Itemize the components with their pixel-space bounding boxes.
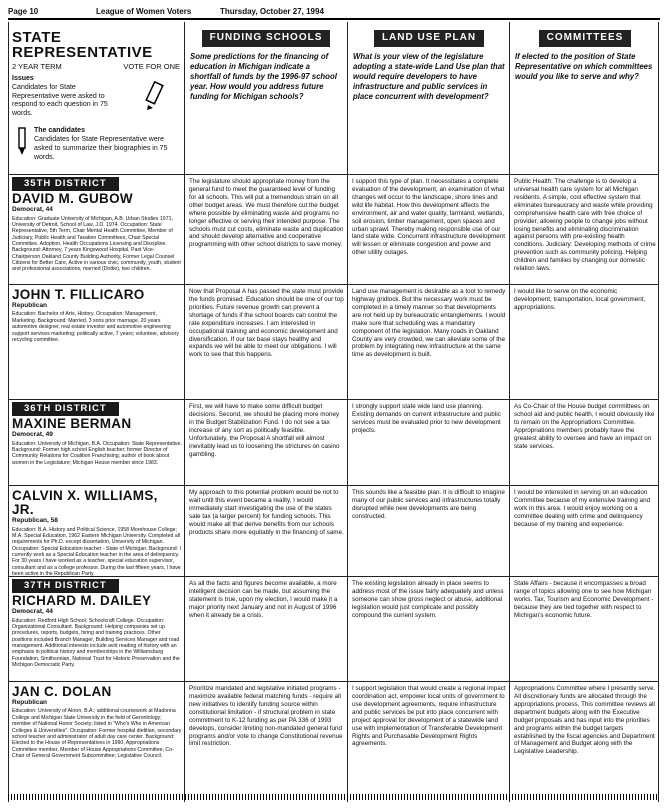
answer-funding: Prioritize mandated and legislative initiated programs - maximize available federal matching funds - require all new initiatives to identify funding source within constitutional limitation - if structural problem in state commitment to K-12 funding as per PA 336 of 1993 develops, consider limiting non-mandated general fund programs and/or vote to change Constitutional revenue limit restriction.: [189, 685, 343, 748]
candidates-text: Candidates for State Representative were asked to summarize their biographies in 75 words.: [34, 136, 168, 162]
intro-cell: [12, 30, 180, 172]
question-funding-schools: [190, 30, 342, 172]
row-rule: [8, 681, 658, 682]
header-rule: [8, 18, 660, 20]
candidate-bio: Education: University of Akron, B.A.; additional coursework at Madonna College and Michigan State University in the field of Gerontology; member of National Honor Society; listed in "Who's Who in American Colleges & Universities". Occupation: Former hospital dietitian, secondary school teacher and administrator of adult day care center. Background: Elected to the House of Representatives in 1990, Appropriations Committee member, Member of House Appropriations Committee; Co-Chair of General Government Subcommittee; Legislative Council.: [12, 708, 182, 759]
row-rule: [8, 284, 658, 285]
answer-land-use: I support legislation that would create a regional impact coordination act, empower local units of government to use development agreements, require infrastructure and public services be put into place concurrent with project approval for development of a statewide land use with implementation of Transferable Development Rights and Purchasable Development Rights agreements.: [352, 685, 506, 748]
candidate-name: CALVIN X. WILLIAMS, JR.: [12, 488, 158, 518]
district-label: 36TH DISTRICT: [12, 402, 119, 416]
answer-funding: Now that Proposal A has passed the state must provide the funds promised. Education should be one of our top priorities. Future revenue growth can prevent a shortage of funds if the school boards can control the rate expenditure increases. I am interested in occupational training and economic development and diversification. If our tax base stays healthy and expands we will be able to meet our obligations. I will work to see that this happens.: [189, 288, 344, 359]
candidate-party: Republican: [12, 699, 48, 707]
column-header: LAND USE PLAN: [374, 30, 484, 47]
candidate-bio-cell: [12, 402, 182, 483]
candidate-party: Republican: [12, 302, 48, 310]
answer-land-use: This sounds like a feasible plan. It is difficult to imagine many of our public services and infrastructures totally disrupted while new developments are being constructed.: [352, 489, 505, 520]
grid-rule: [509, 22, 510, 802]
grid-rule: [347, 22, 348, 802]
organization-name: League of Women Voters: [96, 7, 192, 16]
issues-block: [12, 75, 180, 120]
candidates-block: [12, 127, 180, 163]
answer-committees: Appropriations Committee where I presently serve. All discretionary funds are allocated through the appropriations process. This committee reviews all department budgets along with the Executive budget proposals and has input into the priorities and programs within the budget targets established by the fiscal agencies and Department of Management and Budget along with the Legislative Leadership.: [514, 685, 656, 756]
candidate-name: JAN C. DOLAN: [12, 684, 112, 699]
candidate-bio-cell: [12, 488, 182, 578]
candidate-party: Democrat, 44: [12, 206, 53, 214]
candidate-bio: Education: Graduate University of Michigan, A.B. Urban Studies 1971, University of Detroit, School of Law, J.D. 1974. Occupation: State Representative, 5th Term, Chair Mental Health Committee, Member of Judiciary, Public Health and Taxation Committees, Chair Special Committee. Adoption, Health Occupations Licensing and Discipline. Background: Attorney, 7 years Kingswood Hospital, Past Vice-Chairperson Oakland County Building Authority, Former Legal Counsel Citizens for Better Care, Active in various civic, community, youth, student and professional associations, married (Dottie), two children.: [12, 215, 181, 273]
candidate-grid: [8, 22, 658, 802]
grid-rule: [184, 22, 185, 802]
row-rule: [8, 174, 658, 175]
vote-instruction: VOTE FOR ONE: [123, 62, 180, 71]
row-rule: [8, 485, 658, 486]
answer-committees: I would be interested in serving on an education Committee because of my extensive training and work in this area. I would enjoy working on a committee dealing with crime and delinquency because of my training and experience.: [514, 489, 651, 528]
answer-funding: The legislature should appropriate money from the general fund to meet the guaranteed level of funding for all schools. This will put a tremendous strain on all other budget areas. We must therefore cut the budget where possible by eliminating waste and programs no longer effective or serving their intended purpose. The schools must cut costs, eliminate waste and duplication and should develop alternative and cooperative programming with other school districts to save money.: [189, 178, 344, 249]
candidate-bio: Education: University of Michigan, B.A. Occupation: State Representative. Background: Former high school English teacher; former Director of Community Relations for Coalition Franchising; author of book about women in the Legislature; Michigan House member since 1983.: [12, 440, 182, 466]
candidates-heading: The candidates: [34, 127, 85, 135]
grid-rule: [8, 22, 9, 802]
answer-committees: I would like to serve on the economic development, transportation, local government, appropriations.: [514, 288, 646, 311]
candidate-party: Democrat, 44: [12, 608, 53, 616]
answer-land-use: Land use management is desirable as a tool to remedy highway gridlock. But the necessary work must be completed in a timely manner so that developments are not held up by bureaucratic entanglements. I would make sure that scheduling was a mandatory component of the legislation. Many roads in Oakland County are very crowded, we can alleviate some of the problem by integrating new infrastructure at the same time as development is built.: [352, 288, 506, 359]
candidate-name: RICHARD M. DAILEY: [12, 593, 152, 609]
candidate-bio-cell: [12, 579, 182, 679]
candidate-name: JOHN T. FILLICARO: [12, 287, 145, 302]
question-land-use: [353, 30, 505, 172]
candidate-bio-cell: [12, 177, 182, 282]
candidate-bio: Education: Bachelor of Arts, History. Occupation: Management, Marketing. Background: Married, 3 sons prior marriage, 20 years automotive designer, real estate investor and automotive engineering support services marketing; politically active, 7 years; volunteer, advisory recycling committee.: [12, 311, 179, 343]
district-label: 35TH DISTRICT: [12, 177, 119, 191]
answer-land-use: The existing legislation already in place seems to address most of the issue fairly adequately and unless someone can show gross neglect or abuse, additional legislation would just complicate and possibly compound the current system.: [352, 580, 504, 619]
question-committees: [515, 30, 655, 172]
issues-text: Candidates for State Representative were asked to respond to each question in 75 words.: [12, 83, 108, 118]
candidate-name: DAVID M. GUBOW: [12, 191, 133, 207]
answer-committees: State Affairs - because it encompasses a broad range of topics allowing one to see how Michigan works. Tax, Tourism and Economic Development - because they are tied together with respect to Michigan's economic future.: [514, 580, 654, 619]
answer-committees: Public Health: The challenge is to develop a universal health care system for all Michigan residents. A simple, cost effective system that eliminates bureaucracy and waste while providing comprehensive health care with free choice of provider, allowing people to change jobs without losing benefits and eliminating discrimination against persons with pre-existing health conditions. Judiciary: Developing methods of crime prevention such as community policing. Helping children and families by changing our domestic relation laws.: [514, 178, 656, 273]
answer-land-use: I support this type of plan. It necessitates a complete evaluation of the development, an examination of what changes will occur to the landscape, shore lines and wild life habitat. How this development affects the environment, air and water quality, farmland, wetlands, soil erosion, timber management, open spaces and urban sprawl. Thereby making responsible use of our land state wide. Concurrent infrastructure development will lessen or eliminate congestion and power and other utility outages.: [352, 178, 505, 257]
column-header: COMMITTEES: [539, 30, 632, 47]
page-number: Page 10: [8, 7, 39, 16]
term-line: [12, 62, 180, 72]
district-label: 37TH DISTRICT: [12, 579, 119, 593]
pencil-cup-icon: [14, 127, 30, 157]
candidate-party: Democrat, 49: [12, 431, 53, 439]
candidate-party: Republican, 58: [12, 517, 58, 525]
candidate-name: MAXINE BERMAN: [12, 416, 132, 432]
perforation-strip: [8, 794, 658, 800]
issues-heading: Issues: [12, 74, 34, 82]
answer-land-use: I strongly support state wide land use planning. Existing demands on current infrastructure and public services must be evaluated prior to new development projects.: [352, 403, 501, 434]
answer-funding: As all the facts and figures become available, a more intelligent decision can be made, but assuming the statement is true, upon my election, I would make it a major priority next January and not in August of 1996 when it already be a crisis.: [189, 580, 338, 619]
answer-funding: First, we will have to make some difficult budget decisions. Second, we should be placing more money in the Budget Stabilization Fund. I do not see a tax increase of any sort as politically feasible. Unfortunately, the Proposal A shortfall will almost inevitably lead us to loosening the strictures on casino gambling.: [189, 403, 340, 458]
answer-funding: My approach to this potential problem would be not to wait until this event became a reality. I would immediately start investigating the use of the states sale tax (a larger percent) for funding schools. This would make all that derive benefits from our schools products share more equitably in the financing of same.: [189, 489, 344, 536]
answer-committees: As Co-Chair of the House budget committees on school aid and public health, I would obviously like to remain on the Appropriations Committee. Appropriations members probably have the greatest ability to oversee and have an impact on state services.: [514, 403, 655, 450]
publication-date: Thursday, October 27, 1994: [220, 7, 324, 16]
grid-rule: [658, 22, 659, 802]
question-text: If elected to the position of State Representative on which committees would you like to serve and why?: [515, 51, 653, 82]
column-header: FUNDING SCHOOLS: [202, 30, 331, 47]
candidate-bio-cell: [12, 288, 182, 397]
running-header: [8, 4, 660, 18]
row-rule: [8, 399, 658, 400]
question-text: Some predictions for the financing of education in Michigan indicate a shortfall of funds by the 1996-97 school year. How would you address future funding for Michigan schools?: [190, 51, 337, 102]
candidate-bio: Education: Redford High School, Schoolcraft College. Occupation: Organizational Consultant. Background: Helping companies set up procedures, reports, budgets, hiring and training practices. Other positions included Branch Manager, Building Services Manager and road management. Additional interests include avid reading of history with an emphasis in political history and memberships in the Williamsburg Foundation, Smithsonian, National Trust for Historic Preservation and the Michigan Democratic Party.: [12, 617, 180, 669]
pencil-icon: [144, 81, 166, 111]
candidate-bio-cell: [12, 685, 182, 793]
term-length: 2 YEAR TERM: [12, 62, 62, 71]
question-text: What is your view of the legislature adopting a state-wide Land Use plan that would require developers to have infrastructure and public services in place concurrent with development?: [353, 51, 505, 102]
section-title: STATE REPRESENTATIVE: [12, 29, 153, 61]
candidate-bio: Education: B.A. History and Political Science, 1958 Morehouse College; M.A. Special Education, 1962 Eastern Michigan University. Completed all requirements for Ph.D. except dissertation, University of Michigan. Occupation: Special Education teacher - State of Michigan. Background: I currently work as a Special Education teacher in the area of delinquency. For 30 years I have worked as a teacher, special education supervisor, consultant and as a college professor. During the last fifteen years, I have been active in the Republican Party.: [12, 526, 181, 578]
